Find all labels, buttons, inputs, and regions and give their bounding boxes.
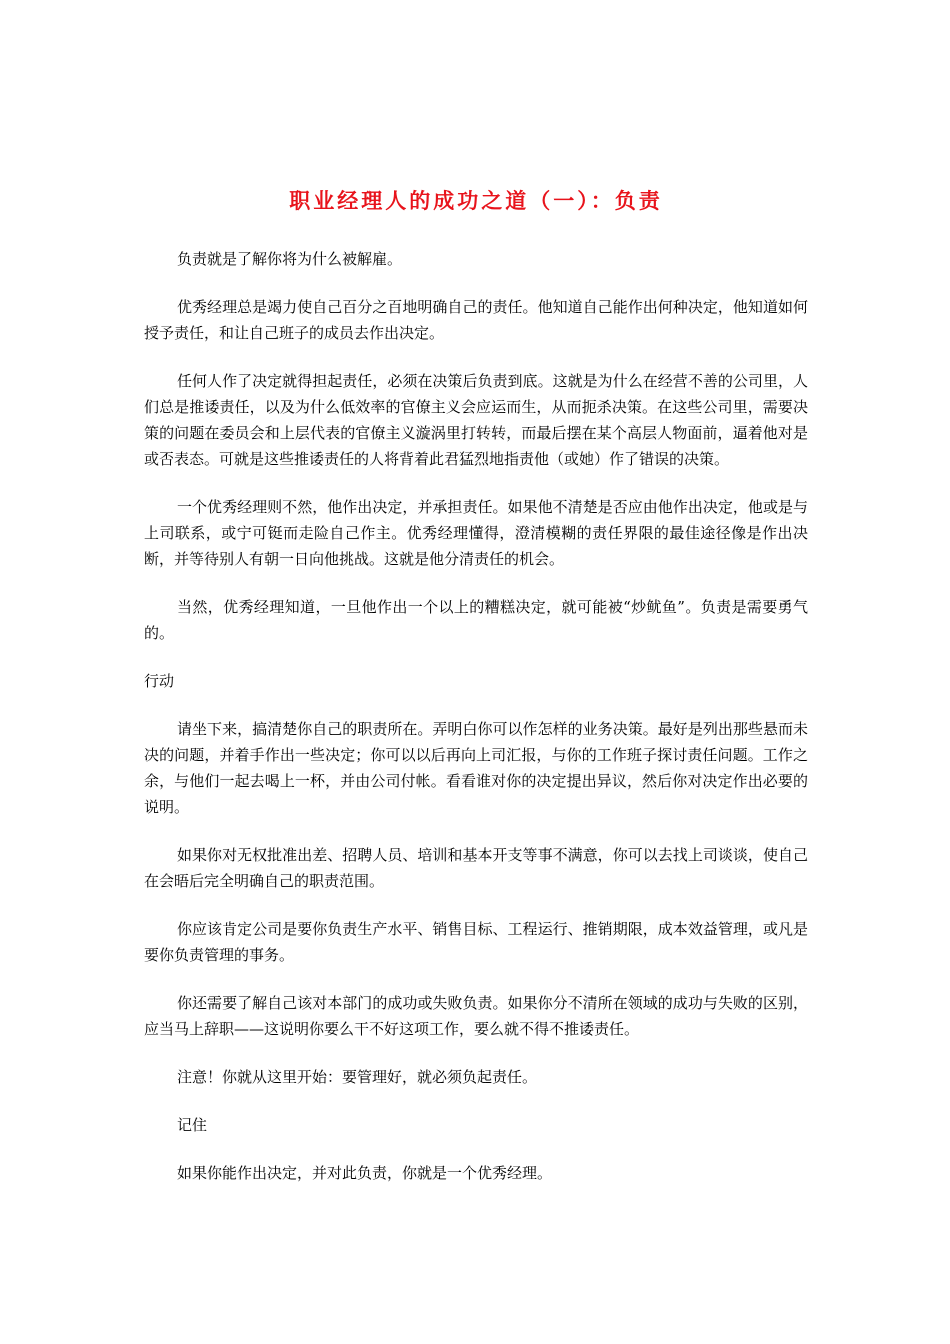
paragraph-success-failure: 你还需要了解自己该对本部门的成功或失败负责。如果你分不清所在领域的成功与失败的区别，应当马上辞职——这说明你要么干不好这项工作，要么就不得不推诿责任。 <box>144 994 808 1038</box>
paragraph-responsibility: 优秀经理总是竭力使自己百分之百地明确自己的责任。他知道自己能作出何种决定，他知道如何授予责任，和让自己班子的成员去作出决定。 <box>144 298 808 342</box>
paragraph-action-steps: 请坐下来，搞清楚你自己的职责所在。弄明白你可以作怎样的业务决策。最好是列出那些悬而未决的问题，并着手作出一些决定；你可以以后再向上司汇报，与你的工作班子探讨责任问题。工作之余，与他们一起去喝上一杯，并由公司付帐。看看谁对你的决定提出异议，然后你对决定作出必要的说明。 <box>144 720 808 816</box>
document-title: 职业经理人的成功之道（一）：负责 <box>289 189 663 213</box>
section-heading-remember: 记住 <box>177 1116 208 1134</box>
paragraph-note: 注意！你就从这里开始：要管理好，就必须负起责任。 <box>177 1068 538 1086</box>
paragraph-conclusion: 如果你能作出决定，并对此负责，你就是一个优秀经理。 <box>177 1164 553 1182</box>
paragraph-scope: 你应该肯定公司是要你负责生产水平、销售目标、工程运行、推销期限，成本效益管理，或凡是要你负责管理的事务。 <box>144 920 808 964</box>
paragraph-authority: 如果你对无权批准出差、招聘人员、培训和基本开支等事不满意，你可以去找上司谈谈，使自己在会晤后完全明确自己的职责范围。 <box>144 846 808 890</box>
document-body <box>144 246 808 1186</box>
paragraph-courage: 当然，优秀经理知道，一旦他作出一个以上的糟糕决定，就可能被“炒鱿鱼”。负责是需要勇气的。 <box>144 598 808 642</box>
section-heading-action: 行动 <box>144 672 175 690</box>
paragraph-intro: 负责就是了解你将为什么被解雇。 <box>177 250 403 268</box>
document-page <box>144 186 808 1208</box>
paragraph-good-manager: 一个优秀经理则不然，他作出决定，并承担责任。如果他不清楚是否应由他作出决定，他或是与上司联系，或宁可铤而走险自己作主。优秀经理懂得，澄清模糊的责任界限的最佳途径像是作出决断，并等待别人有朝一日向他挑战。这就是他分清责任的机会。 <box>144 498 808 568</box>
paragraph-decisions: 任何人作了决定就得担起责任，必须在决策后负责到底。这就是为什么在经营不善的公司里，人们总是推诿责任，以及为什么低效率的官僚主义会应运而生，从而扼杀决策。在这些公司里，需要决策的问题在委员会和上层代表的官僚主义漩涡里打转转，而最后摆在某个高层人物面前，逼着他对是或否表态。可就是这些推诿责任的人将背着此君猛烈地指责他（或她）作了错误的决策。 <box>144 372 808 468</box>
